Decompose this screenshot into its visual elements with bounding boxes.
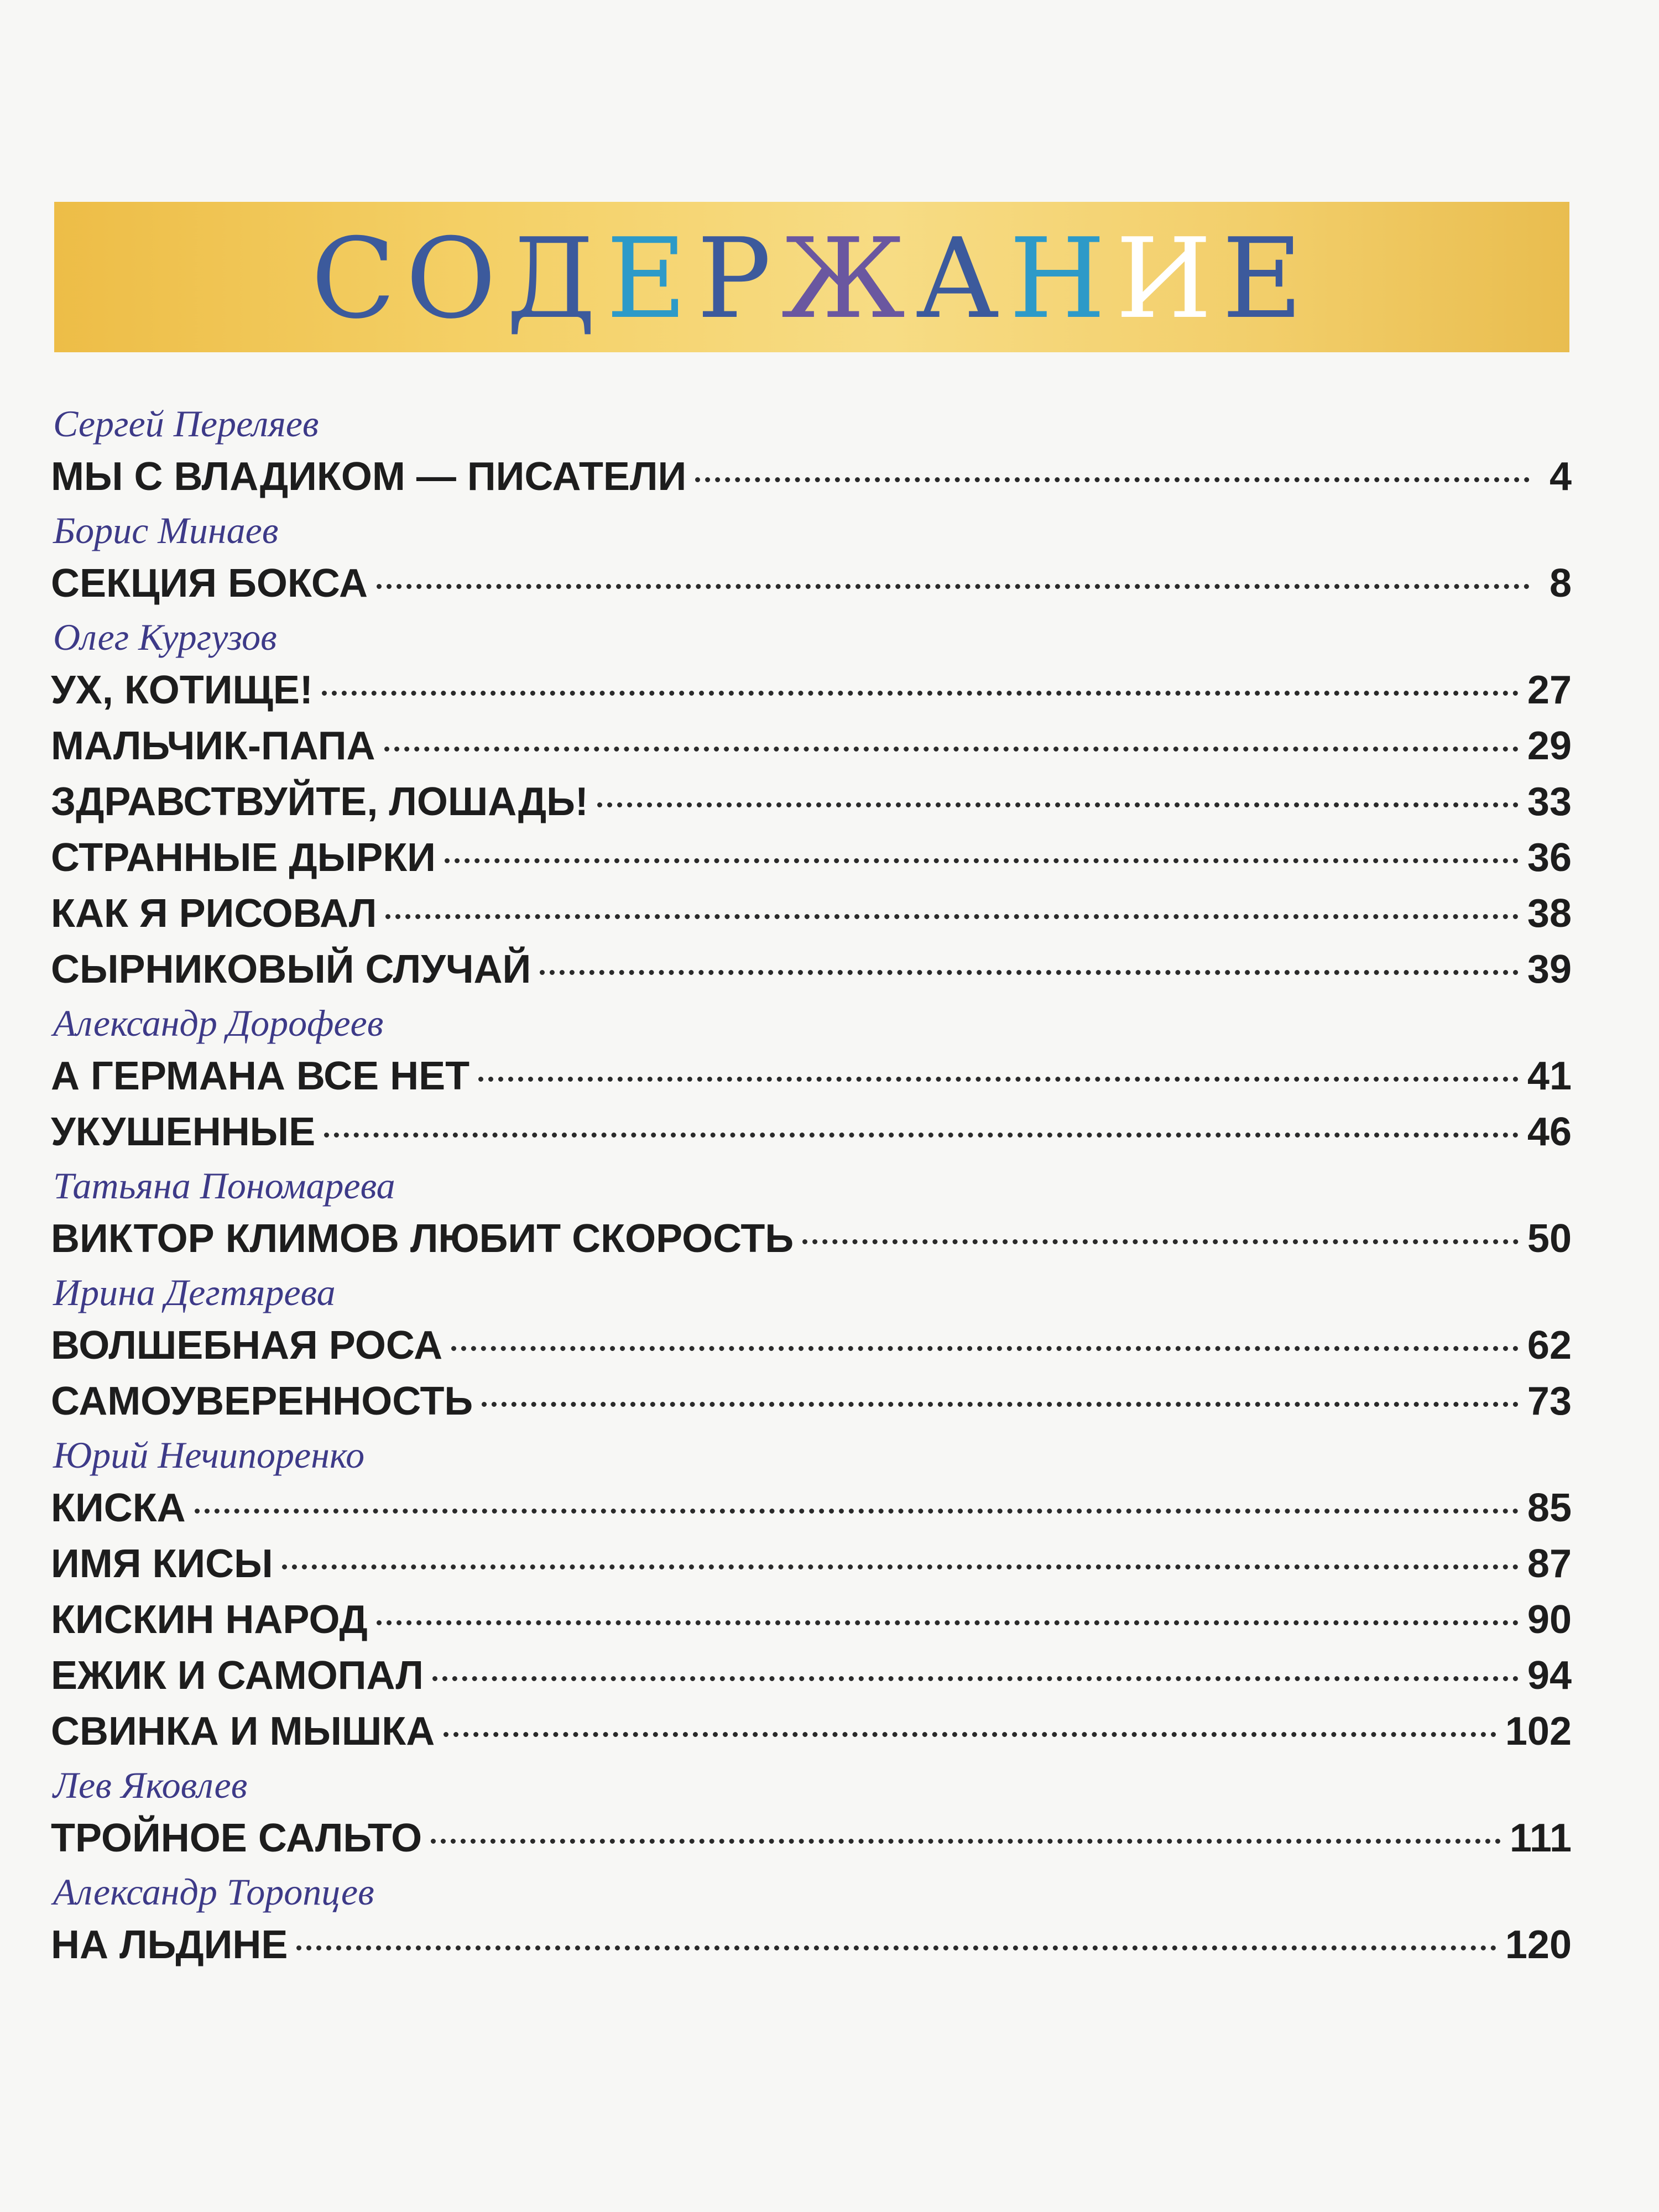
dot-leader bbox=[540, 970, 1519, 975]
page-number: 85 bbox=[1527, 1486, 1572, 1530]
toc-entry bbox=[51, 1648, 1572, 1704]
dot-leader bbox=[322, 691, 1519, 696]
table-of-contents bbox=[51, 398, 1572, 1973]
toc-entry bbox=[51, 1811, 1572, 1866]
dot-leader bbox=[377, 1620, 1519, 1625]
page-number: 41 bbox=[1527, 1054, 1572, 1098]
page-number: 38 bbox=[1527, 891, 1572, 936]
author-name: Александр Дорофеев bbox=[53, 1002, 384, 1044]
dot-leader bbox=[431, 1839, 1501, 1844]
page-number: 50 bbox=[1527, 1217, 1572, 1261]
author-name: Татьяна Пономарева bbox=[53, 1165, 395, 1207]
contents-banner bbox=[54, 202, 1569, 352]
toc-entry bbox=[51, 830, 1572, 886]
page-number: 46 bbox=[1527, 1110, 1572, 1154]
title-letter: Е bbox=[1222, 215, 1313, 343]
story-title: МАЛЬЧИК-ПАПА bbox=[51, 724, 375, 768]
author-name: Александр Торопцев bbox=[53, 1871, 374, 1913]
story-title: КИСКА bbox=[51, 1486, 186, 1530]
story-title: УХ, КОТИЩЕ! bbox=[51, 668, 313, 712]
title-letter: Е bbox=[606, 215, 697, 343]
page-number: 4 bbox=[1549, 455, 1572, 499]
page-number: 73 bbox=[1527, 1379, 1572, 1423]
dot-leader bbox=[444, 1732, 1496, 1737]
toc-entry bbox=[51, 1917, 1572, 1973]
story-title: КАК Я РИСОВАЛ bbox=[51, 891, 377, 936]
page-number: 111 bbox=[1509, 1816, 1572, 1860]
dot-leader bbox=[597, 802, 1519, 807]
page-number: 39 bbox=[1527, 947, 1572, 992]
author-name: Юрий Нечипоренко bbox=[53, 1434, 365, 1476]
story-title: А ГЕРМАНА ВСЕ НЕТ bbox=[51, 1054, 470, 1098]
title-letter: И bbox=[1115, 215, 1222, 343]
page-number: 120 bbox=[1505, 1923, 1572, 1967]
page-number: 90 bbox=[1527, 1598, 1572, 1642]
story-title: УКУШЕННЫЕ bbox=[51, 1110, 316, 1154]
dot-leader bbox=[324, 1133, 1519, 1138]
title-letter: О bbox=[405, 215, 507, 343]
dot-leader bbox=[445, 858, 1519, 863]
page-number: 29 bbox=[1527, 724, 1572, 768]
page-number: 62 bbox=[1527, 1323, 1572, 1368]
story-title: ЕЖИК И САМОПАЛ bbox=[51, 1653, 424, 1698]
author-name: Сергей Переляев bbox=[53, 403, 319, 445]
page-number: 102 bbox=[1505, 1709, 1572, 1754]
page-number: 87 bbox=[1527, 1542, 1572, 1586]
toc-entry bbox=[51, 1592, 1572, 1648]
author-name: Борис Минаев bbox=[53, 509, 279, 551]
dot-leader bbox=[385, 914, 1518, 919]
dot-leader bbox=[482, 1402, 1519, 1407]
title-letter: Н bbox=[1009, 215, 1116, 343]
story-title: СТРАННЫЕ ДЫРКИ bbox=[51, 836, 436, 880]
story-title: НА ЛЬДИНЕ bbox=[51, 1923, 288, 1967]
dot-leader bbox=[384, 747, 1519, 752]
dot-leader bbox=[377, 584, 1530, 589]
toc-entry bbox=[51, 718, 1572, 774]
page-number: 94 bbox=[1527, 1653, 1572, 1698]
page-number: 33 bbox=[1527, 780, 1572, 824]
toc-entry bbox=[51, 1480, 1572, 1536]
toc-entry bbox=[51, 1374, 1572, 1430]
story-title: КИСКИН НАРОД bbox=[51, 1598, 368, 1642]
title-letter: Р bbox=[697, 215, 781, 343]
story-title: СЫРНИКОВЫЙ СЛУЧАЙ bbox=[51, 947, 531, 992]
story-title: ИМЯ КИСЫ bbox=[51, 1542, 273, 1586]
dot-leader bbox=[451, 1346, 1519, 1351]
toc-entry bbox=[51, 1211, 1572, 1267]
page-number: 27 bbox=[1527, 668, 1572, 712]
dot-leader bbox=[282, 1564, 1519, 1569]
dot-leader bbox=[195, 1509, 1519, 1514]
story-title: СЕКЦИЯ БОКСА bbox=[51, 561, 368, 606]
dot-leader bbox=[695, 477, 1530, 482]
title-letter: С bbox=[311, 215, 406, 343]
toc-entry bbox=[51, 774, 1572, 830]
story-title: САМОУВЕРЕННОСТЬ bbox=[51, 1379, 473, 1423]
dot-leader bbox=[296, 1945, 1496, 1950]
title-letter: Д bbox=[506, 215, 606, 343]
story-title: ЗДРАВСТВУЙТЕ, ЛОШАДЬ! bbox=[51, 780, 588, 824]
story-title: ВИКТОР КЛИМОВ ЛЮБИТ СКОРОСТЬ bbox=[51, 1217, 794, 1261]
toc-entry bbox=[51, 449, 1572, 505]
story-title: СВИНКА И МЫШКА bbox=[51, 1709, 435, 1754]
story-title: ТРОЙНОЕ САЛЬТО bbox=[51, 1816, 422, 1860]
author-name: Лев Яковлев bbox=[53, 1764, 248, 1806]
title-letter: А bbox=[915, 215, 1009, 343]
toc-entry bbox=[51, 662, 1572, 718]
title-letter: Ж bbox=[781, 215, 916, 343]
toc-entry bbox=[51, 942, 1572, 998]
dot-leader bbox=[802, 1239, 1519, 1244]
dot-leader bbox=[478, 1077, 1519, 1082]
story-title: МЫ С ВЛАДИКОМ — ПИСАТЕЛИ bbox=[51, 455, 687, 499]
toc-entry bbox=[51, 1536, 1572, 1592]
page-title bbox=[54, 213, 1569, 346]
story-title: ВОЛШЕБНАЯ РОСА bbox=[51, 1323, 443, 1368]
author-name: Олег Кургузов bbox=[53, 616, 277, 658]
toc-entry bbox=[51, 886, 1572, 942]
toc-entry bbox=[51, 1704, 1572, 1760]
page-number: 8 bbox=[1549, 561, 1572, 606]
toc-entry bbox=[51, 1048, 1572, 1104]
dot-leader bbox=[432, 1676, 1519, 1681]
page-number: 36 bbox=[1527, 836, 1572, 880]
author-name: Ирина Дегтярева bbox=[53, 1271, 336, 1313]
toc-entry bbox=[51, 1318, 1572, 1374]
toc-entry bbox=[51, 556, 1572, 612]
toc-entry bbox=[51, 1104, 1572, 1160]
